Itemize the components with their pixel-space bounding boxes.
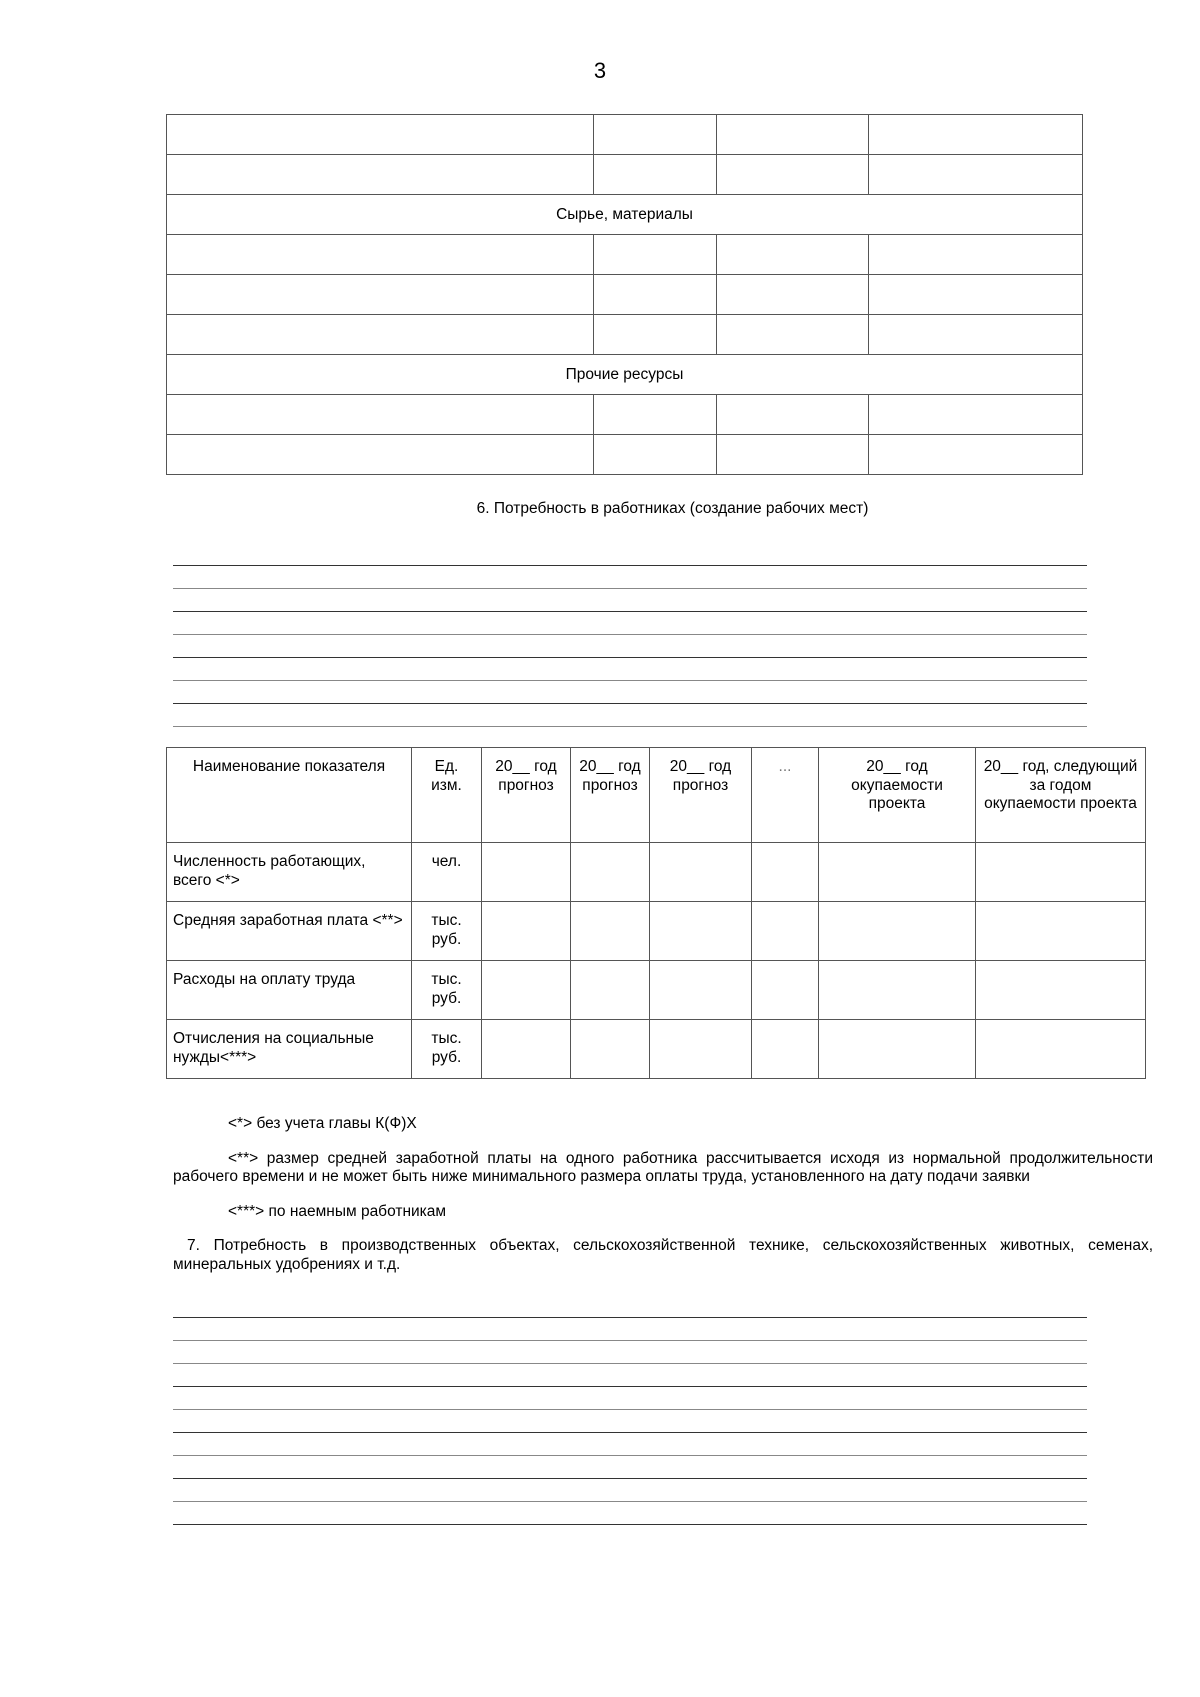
- footnote-2: <**> размер средней заработной платы на одного работника рассчитывается исходя из нормальной продолжительности рабочего времени и не может быть ниже минимального размера оплаты труда, установленного на дату подачи заявки: [173, 1149, 1153, 1185]
- table-row: [167, 1020, 1146, 1079]
- row-name: Расходы на оплату труда: [167, 961, 412, 1020]
- row-name: Отчисления на социальные нужды<***>: [167, 1020, 412, 1079]
- header-indicator-name: Наименование показателя: [167, 748, 412, 843]
- fill-line: [173, 1455, 1087, 1456]
- fill-line: [173, 1432, 1087, 1433]
- header-payback-year: 20__ год окупаемости проекта: [819, 748, 976, 843]
- fill-line: [173, 1501, 1087, 1502]
- header-year-after-payback: 20__ год, следующий за годом окупаемости проекта: [976, 748, 1146, 843]
- fill-line: [173, 726, 1087, 727]
- fill-line: [173, 634, 1087, 635]
- footnote-3: <***> по наемным работникам: [228, 1202, 447, 1220]
- fill-line: [173, 657, 1087, 658]
- row-unit: тыс. руб.: [412, 1020, 482, 1079]
- header-forecast-year-2: 20__ год прогноз: [571, 748, 650, 843]
- row-name: Численность работающих, всего <*>: [167, 843, 412, 902]
- table-row: [167, 275, 1083, 315]
- fill-line: [173, 680, 1087, 681]
- workers-table: [166, 747, 1146, 1079]
- fill-line: [173, 1478, 1087, 1479]
- fill-line: [173, 611, 1087, 612]
- fill-line: [173, 1409, 1087, 1410]
- footnotes: [173, 1115, 1153, 1290]
- table-header-row: [167, 748, 1146, 843]
- fill-line: [173, 1386, 1087, 1387]
- fill-line: [173, 703, 1087, 704]
- fill-line: [173, 1524, 1087, 1525]
- section-label: Прочие ресурсы: [167, 355, 1083, 395]
- row-unit: чел.: [412, 843, 482, 902]
- table-row: [167, 315, 1083, 355]
- table-row: [167, 395, 1083, 435]
- header-forecast-year-3: 20__ год прогноз: [650, 748, 752, 843]
- resources-table: [166, 114, 1083, 475]
- header-unit: Ед. изм.: [412, 748, 482, 843]
- row-unit: тыс. руб.: [412, 961, 482, 1020]
- section6-title: 6. Потребность в работниках (создание рабочих мест): [476, 500, 869, 517]
- table-row: [167, 115, 1083, 155]
- section-label: Сырье, материалы: [167, 195, 1083, 235]
- table-row: [167, 961, 1146, 1020]
- header-ellipsis: ...: [752, 748, 819, 843]
- table-row: [167, 235, 1083, 275]
- row-name: Средняя заработная плата <**>: [167, 902, 412, 961]
- table-row: [167, 902, 1146, 961]
- section-row-other-resources: [167, 355, 1083, 395]
- footnote-1: <*> без учета главы К(Ф)Х: [228, 1115, 417, 1132]
- fill-in-lines-section6: [173, 565, 1087, 749]
- fill-line: [173, 1317, 1087, 1318]
- table-row: [167, 155, 1083, 195]
- row-unit: тыс. руб.: [412, 902, 482, 961]
- table-row: [167, 843, 1146, 902]
- header-forecast-year-1: 20__ год прогноз: [482, 748, 571, 843]
- section7-title: 7. Потребность в производственных объектах, сельскохозяйственной технике, сельскохозяйственных животных, семенах, минеральных удобрениях и т.д.: [173, 1237, 1153, 1273]
- fill-line: [173, 588, 1087, 589]
- page-number: 3: [593, 58, 607, 83]
- fill-line: [173, 1363, 1087, 1364]
- section-row-raw-materials: [167, 195, 1083, 235]
- fill-line: [173, 565, 1087, 566]
- fill-in-lines-section7: [173, 1317, 1087, 1547]
- table-row: [167, 435, 1083, 475]
- fill-line: [173, 1340, 1087, 1341]
